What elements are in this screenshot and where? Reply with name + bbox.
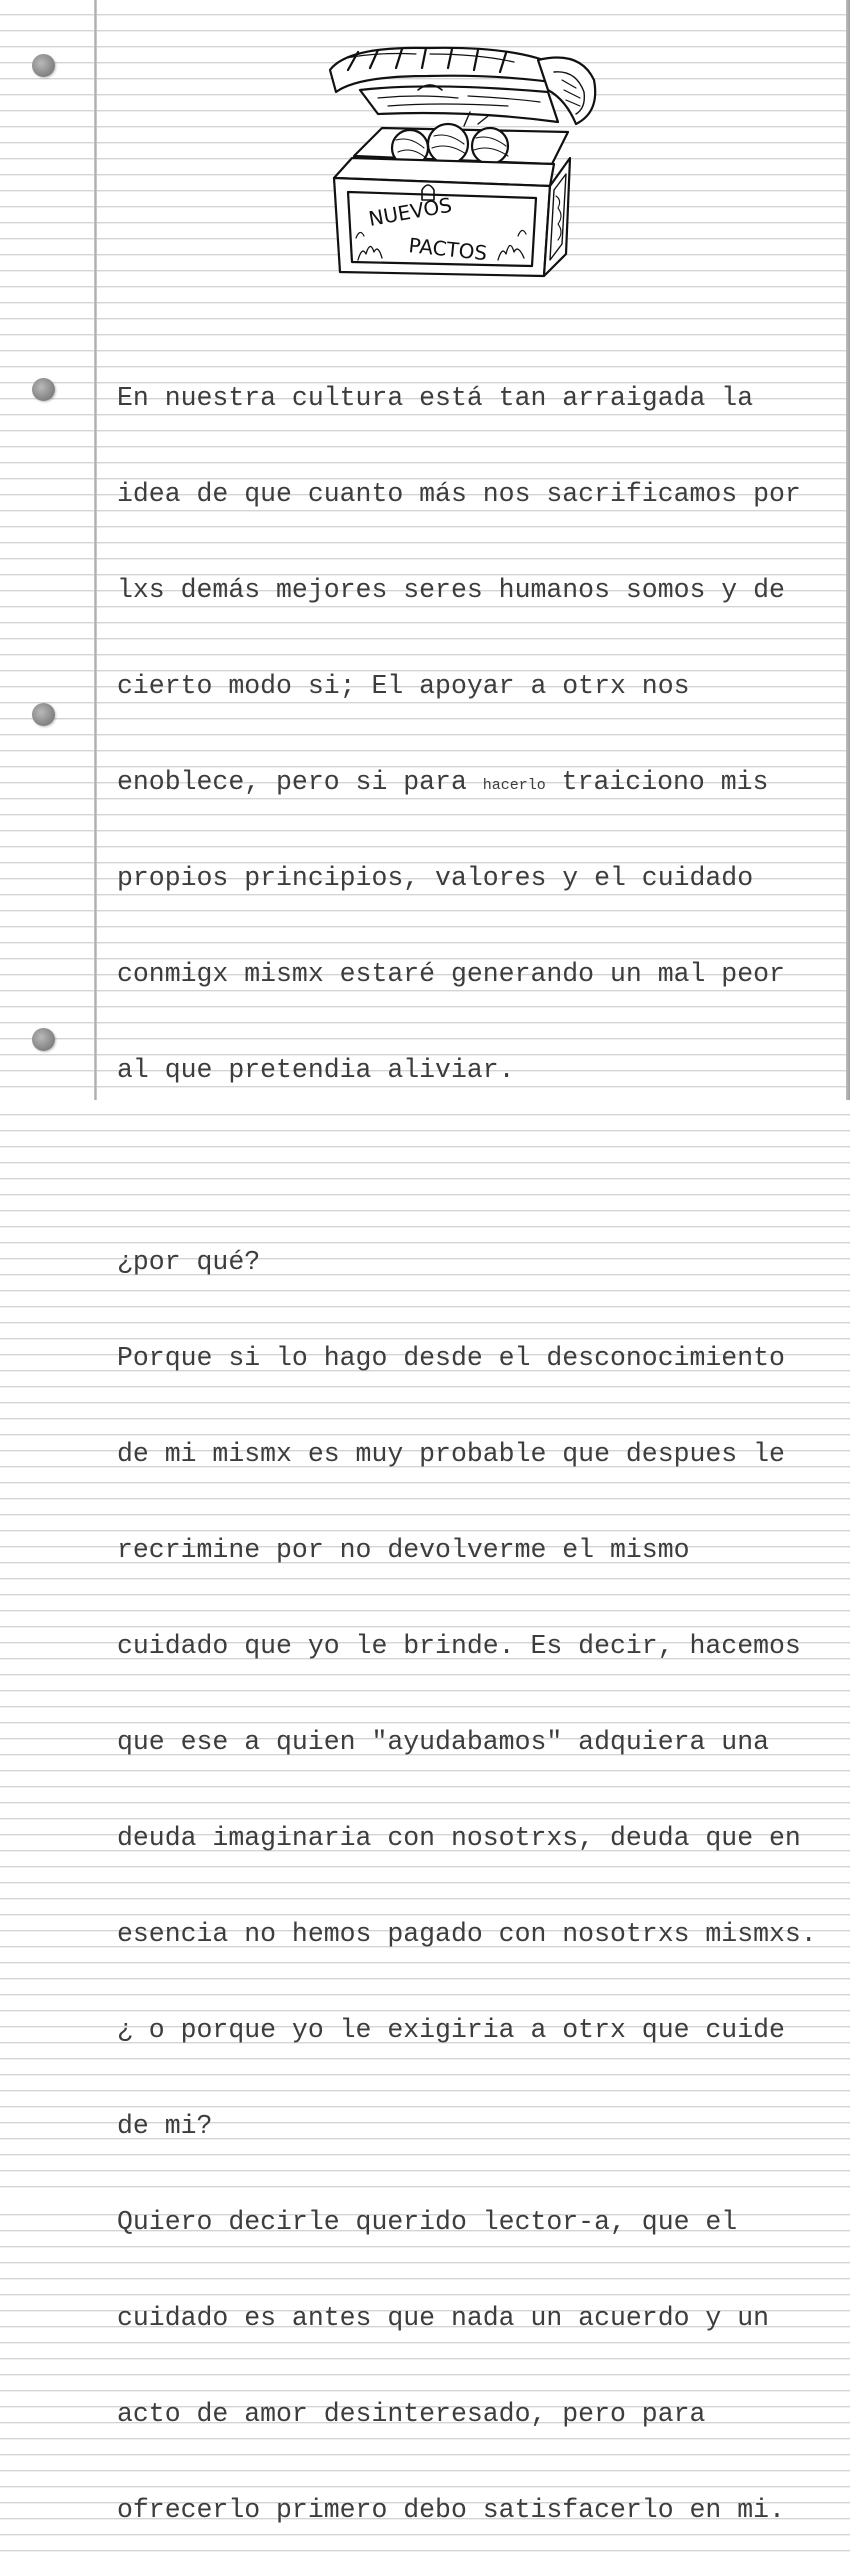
text-line: conmigx mismx estaré generando un mal peor	[117, 959, 785, 989]
binder-hole	[32, 1028, 55, 1051]
text-line: Porque si lo hago desde el desconocimiento	[117, 1343, 785, 1373]
small-word: hacerlo	[482, 777, 546, 794]
text-line: esencia no hemos pagado con nosotrxs mismxs.	[117, 1919, 817, 1949]
page-edge	[846, 0, 850, 1100]
treasure-chest-icon	[318, 40, 608, 290]
blank-line	[117, 1150, 832, 1182]
text-line: ¿ o porque yo le exigiria a otrx que cuide	[117, 2015, 785, 2045]
text-line: Quiero decirle querido lector-a, que el	[117, 2207, 738, 2237]
text-line: idea de que cuanto más nos sacrificamos por	[117, 479, 801, 509]
binder-hole	[32, 378, 55, 401]
text-line: acto de amor desinteresado, pero para	[117, 2399, 706, 2429]
text-line: deuda imaginaria con nosotrxs, deuda que en	[117, 1823, 801, 1853]
text-line: propios principios, valores y el cuidado	[117, 863, 754, 893]
text-line: ofrecerlo primero debo satisfacerlo en mi.	[117, 2495, 785, 2525]
body-text	[117, 318, 832, 2558]
binder-hole	[32, 703, 55, 726]
text-line: cuidado es antes que nada un acuerdo y un	[117, 2303, 770, 2333]
text-line: al que pretendia aliviar.	[117, 1055, 515, 1085]
treasure-chest-illustration	[318, 40, 608, 290]
text-line: lxs demás mejores seres humanos somos y de	[117, 575, 785, 605]
question-line: ¿por qué?	[117, 1247, 261, 1277]
svg-text:NUEVOS: NUEVOS	[366, 192, 454, 231]
text-line: cuidado que yo le brinde. Es decir, hacemos	[117, 1631, 801, 1661]
text-line: recrimine por no devolverme el mismo	[117, 1535, 690, 1565]
text-line: En nuestra cultura está tan arraigada la	[117, 383, 754, 413]
text-line: que ese a quien "ayudabamos" adquiera una	[117, 1727, 770, 1757]
binder-hole	[32, 54, 55, 77]
svg-text:PACTOS: PACTOS	[407, 233, 489, 266]
text-line: de mi mismx es muy probable que despues le	[117, 1439, 785, 1469]
text-line: enoblece, pero si para hacerlo traiciono mis	[117, 767, 769, 797]
text-line: de mi?	[117, 2111, 213, 2141]
text-line: cierto modo si; El apoyar a otrx nos	[117, 671, 690, 701]
margin-line	[94, 0, 97, 1100]
